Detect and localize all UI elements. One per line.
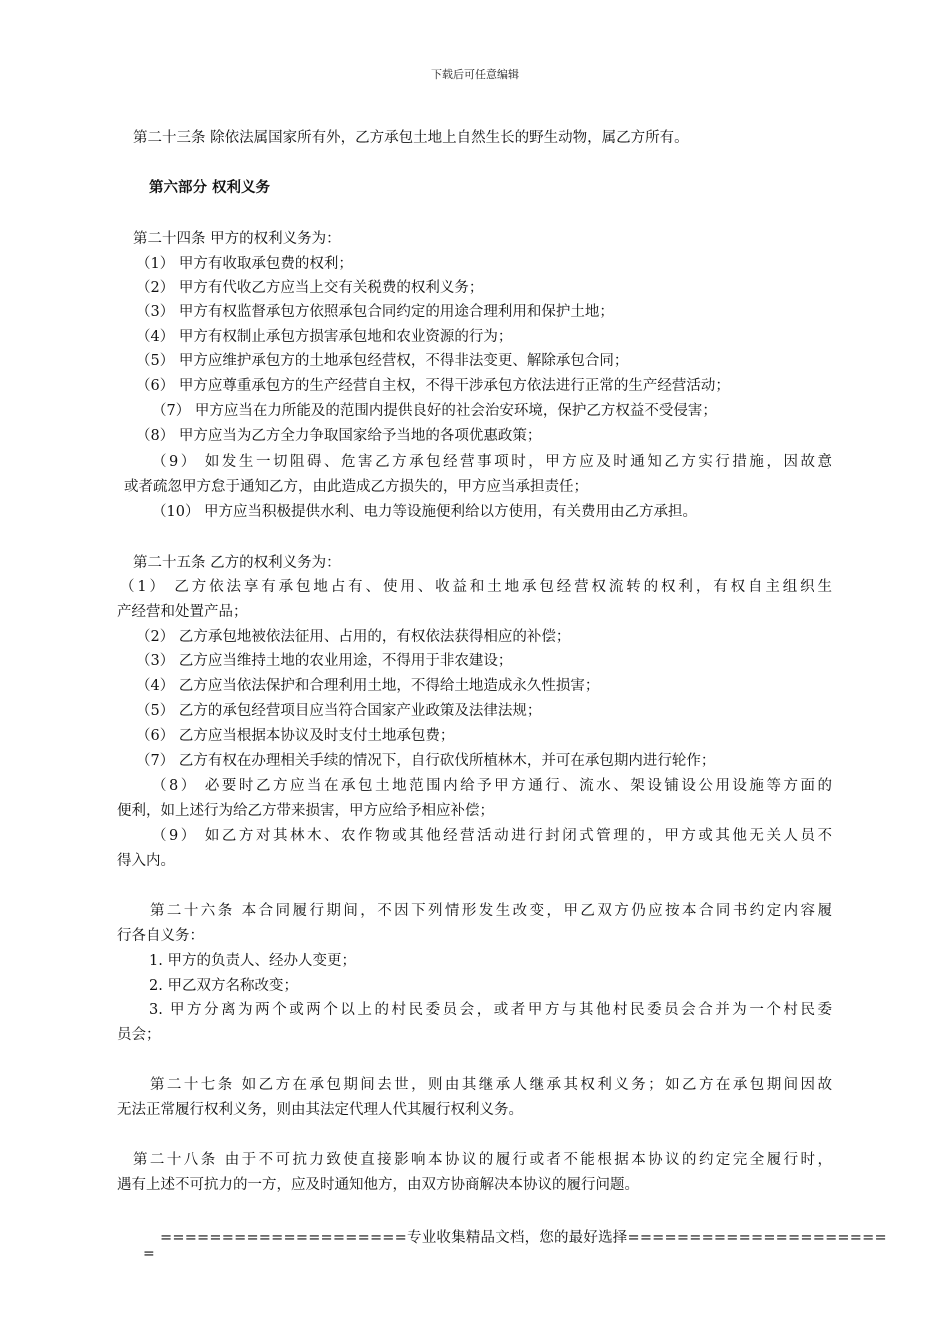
article-25-item-1-cont: 产经营和处置产品； — [117, 604, 248, 620]
article-24-item-4: （4） 甲方有权制止承包方损害承包地和农业资源的行为； — [136, 329, 513, 345]
article-25-item-5: （5） 乙方的承包经营项目应当符合国家产业政策及法律法规； — [136, 703, 542, 719]
article-25-item-8-cont: 便利，如上述行为给乙方带来损害，甲方应给予相应补偿； — [117, 803, 494, 819]
article-24-item-9: （9） 如发生一切阻碍、危害乙方承包经营事项时，甲方应及时通知乙方实行措施，因故意 — [152, 454, 832, 470]
article-25-item-7: （7） 乙方有权在办理相关手续的情况下，自行砍伐所植林木，并可在承包期内进行轮作； — [136, 753, 716, 769]
article-24-item-3: （3） 甲方有权监督承包方依照承包合同约定的用途合理利用和保护土地； — [136, 304, 614, 320]
article-26-cont: 行各自义务： — [117, 928, 204, 944]
article-25-item-9-cont: 得入内。 — [117, 853, 175, 869]
page-footer-tail: = — [143, 1246, 155, 1262]
page-footer: ====================专业收集精品文档，您的最好选择===================== — [160, 1230, 887, 1246]
article-24-item-5: （5） 甲方应维护承包方的土地承包经营权，不得非法变更、解除承包合同； — [136, 353, 629, 369]
article-28: 第二十八条 由于不可抗力致使直接影响本协议的履行或者不能根据本协议的约定完全履行时， — [133, 1152, 832, 1168]
article-26: 第二十六条 本合同履行期间，不因下列情形发生改变，甲乙双方仍应按本合同书约定内容履 — [150, 903, 832, 919]
article-25-item-4: （4） 乙方应当依法保护和合理利用土地，不得给土地造成永久性损害； — [136, 678, 600, 694]
article-28-cont: 遇有上述不可抗力的一方，应及时通知他方，由双方协商解决本协议的履行问题。 — [117, 1177, 639, 1193]
article-25-item-3: （3） 乙方应当维持土地的农业用途，不得用于非农建设； — [136, 653, 513, 669]
section-heading: 第六部分 权利义务 — [149, 179, 271, 196]
article-25-item-9: （9） 如乙方对其林木、农作物或其他经营活动进行封闭式管理的，甲方或其他无关人员不 — [152, 828, 832, 844]
article-26-item-3: 3. 甲方分离为两个或两个以上的村民委员会，或者甲方与其他村民委员会合并为一个村民委 — [149, 1002, 832, 1018]
article-25-item-6: （6） 乙方应当根据本协议及时支付土地承包费； — [136, 728, 455, 744]
article-24-item-8: （8） 甲方应当为乙方全力争取国家给予当地的各项优惠政策； — [136, 428, 542, 444]
article-26-item-2: 2. 甲乙双方名称改变； — [149, 978, 298, 994]
article-23: 第二十三条 除依法属国家所有外，乙方承包土地上自然生长的野生动物，属乙方所有。 — [133, 130, 689, 146]
article-24-title: 第二十四条 甲方的权利义务为： — [133, 231, 341, 247]
article-24-item-9-cont: 或者疏忽甲方怠于通知乙方，由此造成乙方损失的，甲方应当承担责任； — [124, 479, 588, 495]
article-24-item-6: （6） 甲方应尊重承包方的生产经营自主权，不得干涉承包方依法进行正常的生产经营活动； — [136, 378, 730, 394]
article-25-item-1: （1） 乙方依法享有承包地占有、使用、收益和土地承包经营权流转的权利，有权自主组织生 — [120, 579, 832, 595]
article-27: 第二十七条 如乙方在承包期间去世，则由其继承人继承其权利义务；如乙方在承包期间因故 — [150, 1077, 832, 1093]
article-24-item-10: （10） 甲方应当积极提供水利、电力等设施便利给以方使用，有关费用由乙方承担。 — [152, 504, 698, 520]
article-25-title: 第二十五条 乙方的权利义务为： — [133, 555, 341, 571]
article-24-item-7: （7） 甲方应当在力所能及的范围内提供良好的社会治安环境，保护乙方权益不受侵害； — [152, 403, 717, 419]
article-26-item-3-cont: 员会； — [117, 1027, 161, 1043]
article-26-item-1: 1. 甲方的负责人、经办人变更； — [149, 953, 356, 969]
article-27-cont: 无法正常履行权利义务，则由其法定代理人代其履行权利义务。 — [117, 1102, 523, 1118]
page-header: 下载后可任意编辑 — [431, 68, 519, 81]
article-25-item-2: （2） 乙方承包地被依法征用、占用的，有权依法获得相应的补偿； — [136, 629, 571, 645]
article-24-item-1: （1） 甲方有收取承包费的权利； — [136, 256, 353, 272]
article-24-item-2: （2） 甲方有代收乙方应当上交有关税费的权利义务； — [136, 280, 484, 296]
article-25-item-8: （8） 必要时乙方应当在承包土地范围内给予甲方通行、流水、架设铺设公用设施等方面的 — [152, 778, 832, 794]
